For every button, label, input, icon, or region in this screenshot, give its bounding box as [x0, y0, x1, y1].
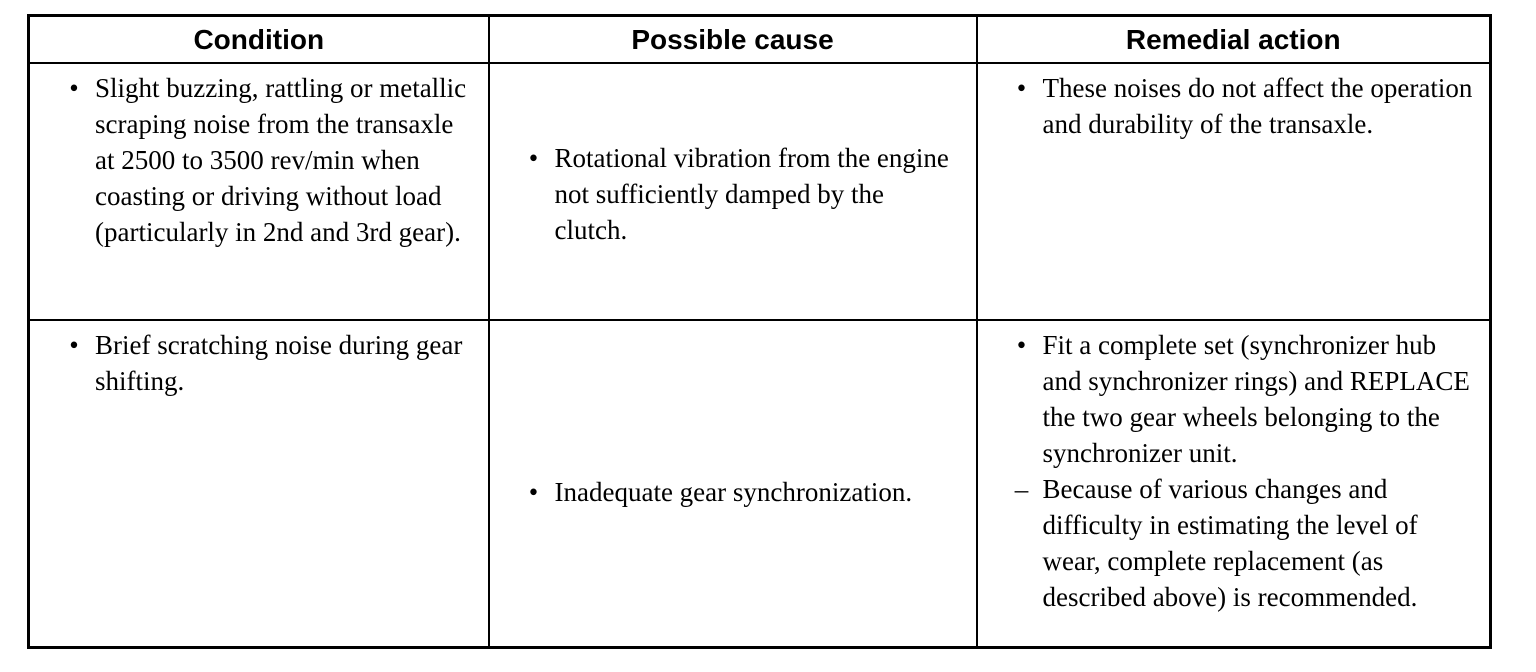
bullet-icon: • [1016, 73, 1027, 103]
condition-cell [29, 63, 489, 320]
table-row [29, 320, 1491, 648]
cause-text: Rotational vibration from the engine not sufficiently damped by the clutch. [554, 142, 949, 245]
header-condition: Condition [29, 16, 489, 64]
bullet-icon: • [69, 73, 79, 103]
header-remedial-action: Remedial action [977, 16, 1491, 64]
troubleshooting-table [27, 14, 1492, 649]
bullet-icon: • [528, 142, 539, 173]
dash-icon: – [1014, 474, 1029, 504]
action-cell [977, 320, 1491, 648]
condition-text: Slight buzzing, rattling or metallic scraping noise from the transaxle at 2500 to 3500 rev/min when coasting or driving without load (particularly in 2nd and 3rd gear). [95, 73, 467, 247]
list-item [30, 327, 488, 399]
bullet-icon: • [69, 330, 79, 360]
cause-cell [489, 320, 977, 648]
bullet-icon: • [1016, 330, 1027, 360]
table-header [29, 16, 1491, 64]
list-item [490, 474, 976, 510]
cause-text: Inadequate gear synchronization. [554, 476, 913, 507]
list-item [978, 327, 1490, 471]
table-row [29, 63, 1491, 320]
action-text: Because of various changes and difficulty in estimating the level of wear, complete replacement (as described above) is recommended. [1042, 474, 1418, 612]
condition-text: Brief scratching noise during gear shifting. [95, 330, 463, 396]
header-possible-cause: Possible cause [489, 16, 977, 64]
header-row [29, 16, 1491, 64]
list-item [978, 471, 1490, 615]
bullet-icon: • [528, 476, 539, 507]
condition-cell [29, 320, 489, 648]
list-item [30, 70, 488, 250]
list-item [490, 140, 976, 248]
action-cell [977, 63, 1491, 320]
action-text: Fit a complete set (synchronizer hub and synchronizer rings) and REPLACE the two gear wheels belonging to the synchronizer unit. [1042, 330, 1470, 468]
action-text: These noises do not affect the operation and durability of the transaxle. [1042, 73, 1473, 139]
cause-cell [489, 63, 977, 320]
list-item [978, 70, 1490, 142]
